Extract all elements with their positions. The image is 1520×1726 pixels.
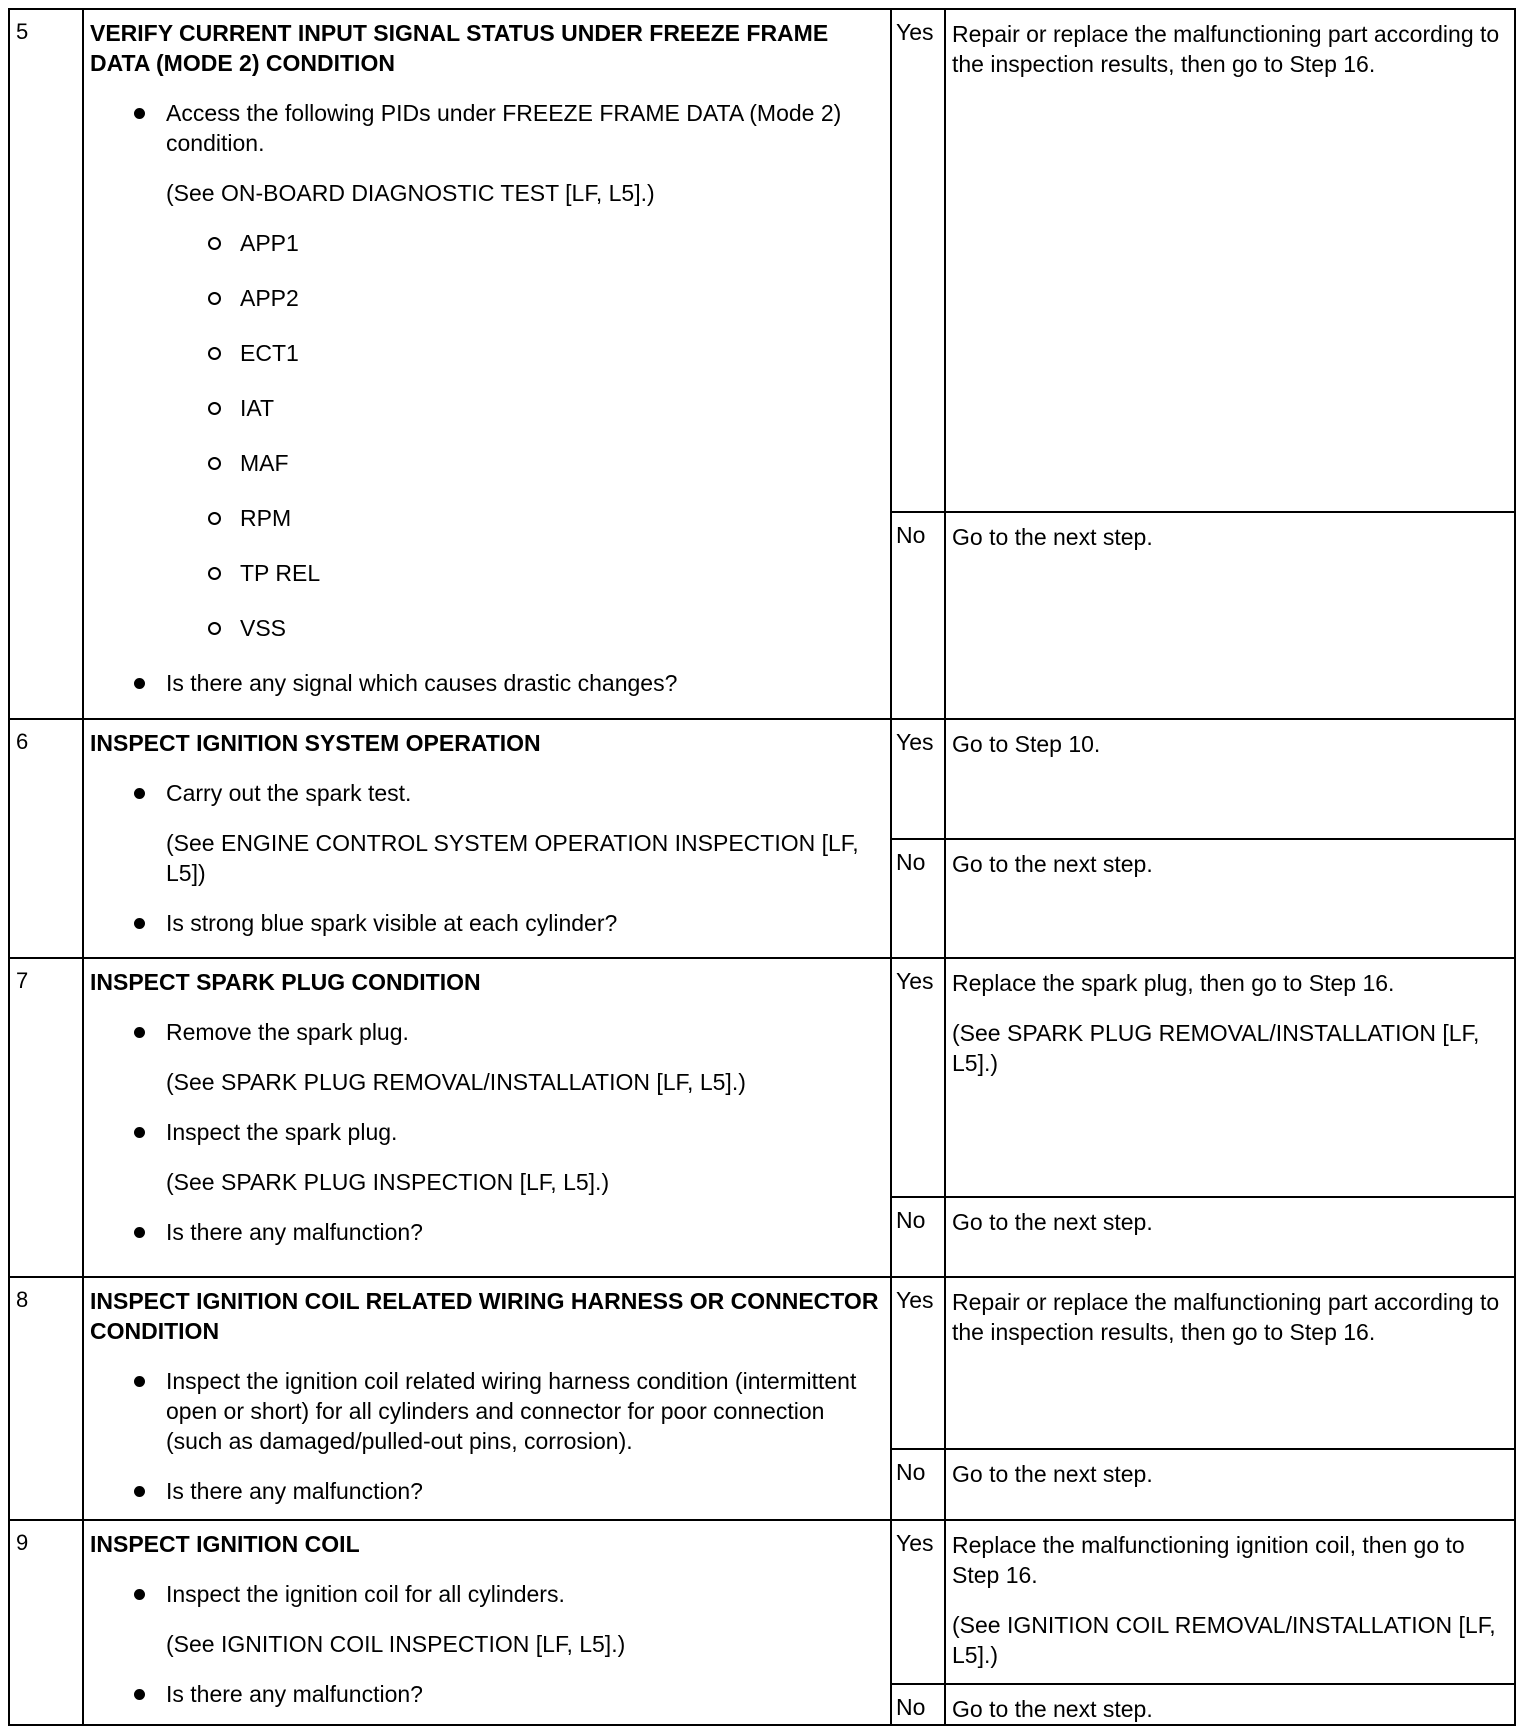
yes-action: Repair or replace the malfunctioning part according to the inspection results, then go to Step 16. bbox=[945, 1277, 1515, 1449]
step-content bbox=[83, 958, 891, 1277]
yes-action: Repair or replace the malfunctioning part according to the inspection results, then go to Step 16. bbox=[945, 9, 1515, 512]
reference-note: (See SPARK PLUG INSPECTION [LF, L5].) bbox=[166, 1168, 610, 1195]
step-content bbox=[83, 9, 891, 719]
no-action: Go to the next step. bbox=[945, 512, 1515, 719]
step-title: VERIFY CURRENT INPUT SIGNAL STATUS UNDER FREEZE FRAME DATA (MODE 2) CONDITION bbox=[90, 20, 829, 76]
yes-action-cell bbox=[945, 958, 1515, 1197]
yes-label: Yes bbox=[891, 1520, 945, 1684]
no-action: Go to the next step. bbox=[945, 1449, 1515, 1520]
pid-item: APP2 bbox=[90, 283, 880, 313]
bullet-question: Is there any malfunction? bbox=[90, 1217, 880, 1247]
no-action: Go to the next step. bbox=[945, 839, 1515, 957]
bullet-item: Inspect the ignition coil for all cylinders. bbox=[90, 1579, 880, 1609]
bullet-item: Carry out the spark test. bbox=[90, 778, 880, 808]
step-title: INSPECT SPARK PLUG CONDITION bbox=[90, 968, 481, 995]
yes-action: Go to Step 10. bbox=[945, 719, 1515, 839]
yes-label: Yes bbox=[891, 958, 945, 1197]
pid-item: RPM bbox=[90, 503, 880, 533]
step-number: 7 bbox=[9, 958, 83, 1277]
reference-note: (See ON-BOARD DIAGNOSTIC TEST [LF, L5].) bbox=[166, 180, 655, 206]
pid-item: MAF bbox=[90, 448, 880, 478]
pid-item: ECT1 bbox=[90, 338, 880, 368]
no-label: No bbox=[891, 839, 945, 957]
step-content bbox=[83, 1277, 891, 1520]
yes-label: Yes bbox=[891, 9, 945, 512]
diagnostic-procedure-table bbox=[8, 8, 1516, 1726]
yes-action: Replace the spark plug, then go to Step 16. bbox=[952, 969, 1395, 996]
bullet-question: Is there any malfunction? bbox=[90, 1476, 880, 1506]
step-7-yes-row bbox=[9, 958, 1515, 1197]
step-title: INSPECT IGNITION SYSTEM OPERATION bbox=[90, 729, 541, 756]
step-number: 6 bbox=[9, 719, 83, 958]
yes-label: Yes bbox=[891, 1277, 945, 1449]
step-9-yes-row bbox=[9, 1520, 1515, 1684]
yes-label: Yes bbox=[891, 719, 945, 839]
step-number: 5 bbox=[9, 9, 83, 719]
yes-reference-note: (See IGNITION COIL REMOVAL/INSTALLATION [LF, L5].) bbox=[952, 1612, 1496, 1669]
bullet-question: Is strong blue spark visible at each cylinder? bbox=[90, 908, 880, 938]
yes-reference-note: (See SPARK PLUG REMOVAL/INSTALLATION [LF, L5].) bbox=[952, 1019, 1480, 1076]
reference-note: (See IGNITION COIL INSPECTION [LF, L5].) bbox=[166, 1631, 626, 1658]
step-title: INSPECT IGNITION COIL RELATED WIRING HARNESS OR CONNECTOR CONDITION bbox=[90, 1288, 879, 1345]
no-label: No bbox=[891, 1197, 945, 1277]
yes-action: Replace the malfunctioning ignition coil, then go to Step 16. bbox=[952, 1532, 1465, 1589]
bullet-item: Inspect the ignition coil related wiring harness condition (intermittent open or short) for all cylinders and connector for poor connection (such as damaged/pulled-out pins, corrosion). bbox=[90, 1366, 880, 1456]
no-label: No bbox=[891, 512, 945, 719]
bullet-item: Access the following PIDs under FREEZE FRAME DATA (Mode 2) condition. bbox=[90, 98, 880, 158]
reference-note: (See SPARK PLUG REMOVAL/INSTALLATION [LF, L5].) bbox=[166, 1068, 746, 1095]
bullet-item: Remove the spark plug. bbox=[90, 1017, 880, 1047]
step-content bbox=[83, 719, 891, 958]
step-6-yes-row bbox=[9, 719, 1515, 839]
step-number: 8 bbox=[9, 1277, 83, 1520]
bullet-question: Is there any signal which causes drastic changes? bbox=[90, 668, 880, 698]
step-content bbox=[83, 1520, 891, 1725]
pid-item: TP REL bbox=[90, 558, 880, 588]
pid-item: IAT bbox=[90, 393, 880, 423]
bullet-question: Is there any malfunction? bbox=[90, 1679, 880, 1709]
pid-item: APP1 bbox=[90, 228, 880, 258]
bullet-item: Inspect the spark plug. bbox=[90, 1117, 880, 1147]
no-action: Go to the next step. bbox=[945, 1197, 1515, 1277]
no-action: Go to the next step. bbox=[945, 1684, 1515, 1725]
step-title: INSPECT IGNITION COIL bbox=[90, 1531, 360, 1558]
reference-note: (See ENGINE CONTROL SYSTEM OPERATION INSPECTION [LF, L5]) bbox=[166, 829, 859, 886]
step-8-yes-row bbox=[9, 1277, 1515, 1449]
no-label: No bbox=[891, 1449, 945, 1520]
yes-action-cell bbox=[945, 1520, 1515, 1684]
step-5-yes-row bbox=[9, 9, 1515, 512]
no-label: No bbox=[891, 1684, 945, 1725]
pid-item: VSS bbox=[90, 613, 880, 643]
step-number: 9 bbox=[9, 1520, 83, 1725]
